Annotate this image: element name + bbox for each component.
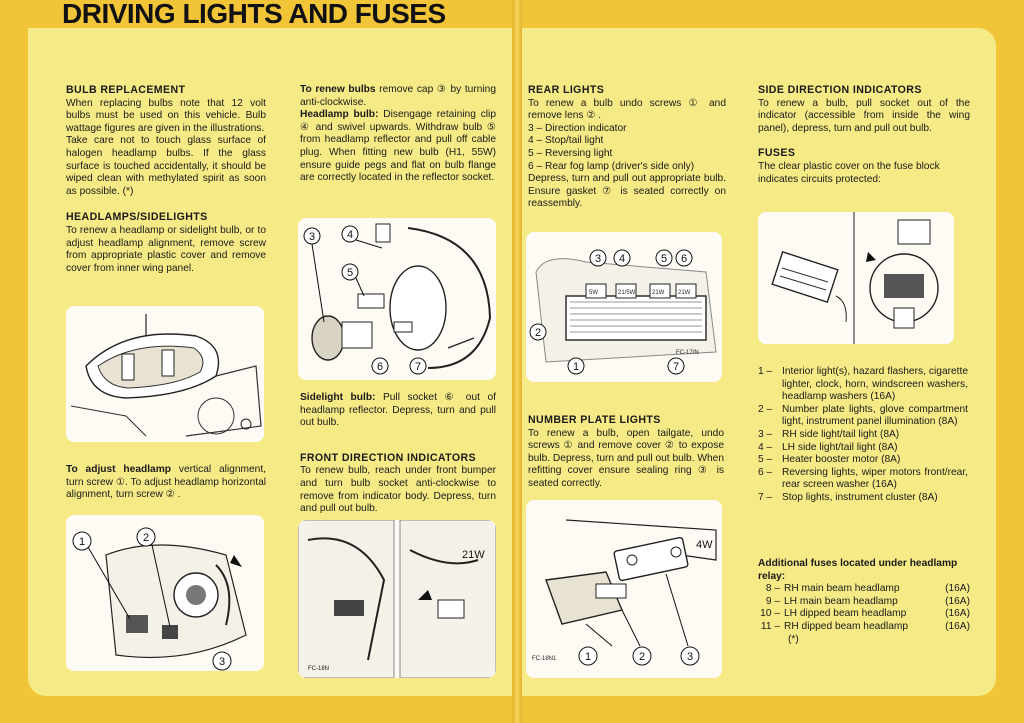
bulb-label-21w-b: 21W (678, 290, 691, 296)
rear-item-6: 6 – Rear fog lamp (driver's side only) (528, 160, 695, 172)
headlamp-bulb-illustration (298, 218, 496, 380)
sidelight-bulb-label: Sidelight bulb: (300, 392, 376, 403)
svg-text:7: 7 (414, 361, 422, 373)
additional-fuse-item: 10 – LH dipped beam headlamp (16A) (760, 608, 970, 620)
number-plate-drawing (526, 500, 722, 678)
bulb-replacement-text: When replacing bulbs note that 12 volt bulbs must be used on this vehicle. Bulb wattage figures are given in the illustrations. (66, 97, 266, 134)
bulb-label-21w-a: 21W (652, 290, 665, 296)
svg-text:1: 1 (78, 536, 86, 548)
page-gutter (512, 0, 522, 723)
bulb-label-21-5w: 21/5W (618, 290, 636, 296)
rear-lights-heading: REAR LIGHTS (528, 84, 605, 96)
rear-lights-outro: Depress, turn and pull out appropriate bulb. Ensure gasket ⑦ is seated correctly on reassembly. (528, 173, 726, 210)
svg-text:6: 6 (376, 361, 384, 373)
front-indicator-wattage: 21W (462, 549, 485, 561)
headlamp-bulb-label: Headlamp bulb: (300, 109, 379, 121)
rear-lights-intro: To renew a bulb undo screws ① and remove lens ② . (528, 97, 726, 122)
bulb-label-5w: 5W (589, 290, 598, 296)
halogen-warning-text: Take care not to touch glass surface of halogen headlamp bulbs. If the glass surface is touched accidentally, it should be wiped clean with methylated spirit as soon as possible. (*) (66, 135, 266, 197)
svg-text:2: 2 (638, 651, 646, 663)
fuses-intro-text: The clear plastic cover on the fuse block indicates circuits protected: (758, 160, 940, 185)
sidelight-bulb-text: Pull socket ⑥ out of headlamp reflector. Depress, turn and pull out bulb. (300, 392, 496, 429)
page-title: DRIVING LIGHTS AND FUSES (62, 0, 446, 29)
additional-fuses-section (758, 558, 970, 646)
additional-fuses-heading: Additional fuses located under headlamp relay: (758, 558, 958, 582)
column-bulb-replacement (66, 84, 266, 275)
fuses-heading: FUSES (758, 147, 796, 160)
rear-light-illustration (526, 232, 722, 382)
figure-code-fc17n: FC-17/N (676, 350, 699, 356)
fuse-item: 3 – RH side light/tail light (8A) (758, 428, 900, 440)
front-indicators-heading: FRONT DIRECTION INDICATORS (300, 451, 476, 464)
number-plate-text: To renew a bulb, open tailgate, undo screws ① and remove cover ② to expose bulb. Depress, turn and pull out bulb. When refitting cover ensure sealing ring ③ is seated correctly. (528, 427, 724, 489)
adjust-alignment-paragraph (66, 464, 266, 502)
headlamps-text: To renew a headlamp or sidelight bulb, or to adjust headlamp alignment, remove screw from appropriate plastic cover and remove cover from inner wing panel. (66, 224, 266, 274)
rear-item-4: 4 – Stop/tail light (528, 135, 604, 147)
number-plate-section (528, 414, 724, 491)
headlamp-adjust-illustration (66, 515, 264, 671)
sidelight-paragraph (300, 392, 496, 516)
headlamp-cover-drawing (66, 306, 264, 442)
fuse-list-section (758, 366, 968, 505)
number-plate-heading: NUMBER PLATE LIGHTS (528, 414, 661, 426)
fuse-item: 4 – LH side light/tail light (8A) (758, 441, 898, 453)
svg-text:5: 5 (660, 253, 668, 265)
svg-text:1: 1 (572, 361, 580, 373)
svg-text:3: 3 (218, 656, 226, 668)
side-indicators-heading: SIDE DIRECTION INDICATORS (758, 84, 922, 96)
svg-text:4: 4 (618, 253, 626, 265)
headlamp-adjust-drawing (66, 515, 264, 671)
additional-fuse-item: 9 – LH main beam headlamp (16A) (765, 595, 970, 607)
svg-text:3: 3 (594, 253, 602, 265)
svg-text:2: 2 (534, 327, 542, 339)
svg-text:2: 2 (142, 532, 150, 544)
fuse-item: 5 – Heater booster motor (8A) (758, 454, 901, 466)
fuse-item: 6 – Reversing lights, wiper motors front/rear, rear screen washer (16A) (758, 466, 968, 491)
fuse-block-illustration (758, 212, 954, 344)
additional-fuse-item: 11 – RH dipped beam headlamp (16A) (760, 620, 970, 632)
front-indicators-text: To renew bulb, reach under front bumper and turn bulb socket anti-clockwise to remove from indicator body. Depress, turn and pull out bulb. (300, 465, 496, 515)
number-plate-wattage: 4W (696, 539, 713, 551)
additional-fuses-note: (*) (788, 633, 799, 645)
rear-item-5: 5 – Reversing light (528, 147, 613, 159)
headlamp-cover-illustration (66, 306, 264, 442)
additional-fuse-list (758, 583, 970, 633)
svg-text:7: 7 (672, 361, 680, 373)
svg-text:3: 3 (308, 231, 316, 243)
headlamp-bulb-drawing (298, 218, 496, 380)
adjust-headlamp-label: To adjust headlamp (66, 464, 171, 475)
side-indicators-text: To renew a bulb, pull socket out of the indicator (accessible from inside the wing panel), depress, turn and pull out bulb. (758, 97, 970, 134)
fuse-item: 1 – Interior light(s), hazard flashers, cigarette lighter, clock, horn, windscreen washers, headlamp washers (16A) (758, 366, 968, 403)
figure-code-fc18n1: FC-18N1 (532, 656, 557, 662)
fuse-list (758, 366, 968, 505)
additional-fuse-item: 8 – RH main beam headlamp (16A) (765, 583, 970, 595)
column-side-indicators (758, 84, 970, 186)
headlamps-heading: HEADLAMPS/SIDELIGHTS (66, 211, 208, 224)
fuse-item: 2 – Number plate lights, glove compartment light, instrument panel illumination (8A) (758, 403, 968, 428)
number-plate-illustration (526, 500, 722, 678)
renew-bulbs-label: To renew bulbs (300, 84, 376, 95)
rear-item-3: 3 – Direction indicator (528, 122, 627, 134)
adjust-headlamp-text: vertical alignment, turn screw ①. To adjust headlamp horizontal alignment, turn screw ② . (66, 464, 266, 501)
renew-bulbs-text: remove cap ③ by turning anti-clockwise. (300, 84, 496, 108)
front-indicator-illustration (298, 520, 496, 678)
svg-text:6: 6 (680, 253, 688, 265)
fuse-item: 7 – Stop lights, instrument cluster (8A) (758, 491, 938, 503)
svg-text:5: 5 (346, 267, 354, 279)
svg-text:3: 3 (686, 651, 694, 663)
svg-text:4: 4 (346, 229, 354, 241)
front-indicator-drawing (298, 520, 496, 678)
bulb-replacement-heading: BULB REPLACEMENT (66, 84, 186, 96)
rear-light-drawing (526, 232, 722, 382)
column-rear-lights (528, 84, 726, 211)
svg-text:1: 1 (584, 651, 592, 663)
figure-code-fc18n: FC-18N (308, 666, 330, 672)
headlamp-bulb-text: Disengage retaining clip ④ and swivel upwards. Withdraw bulb ⑤ from headlamp reflector and pull off cable plug. When fitting new bulb (H1, 55W) ensure guide pegs and flat on bulb flange are correctly located in the reflector socket. (300, 109, 496, 184)
fuse-block-drawing (758, 212, 954, 344)
column-renew-bulbs (300, 84, 496, 185)
